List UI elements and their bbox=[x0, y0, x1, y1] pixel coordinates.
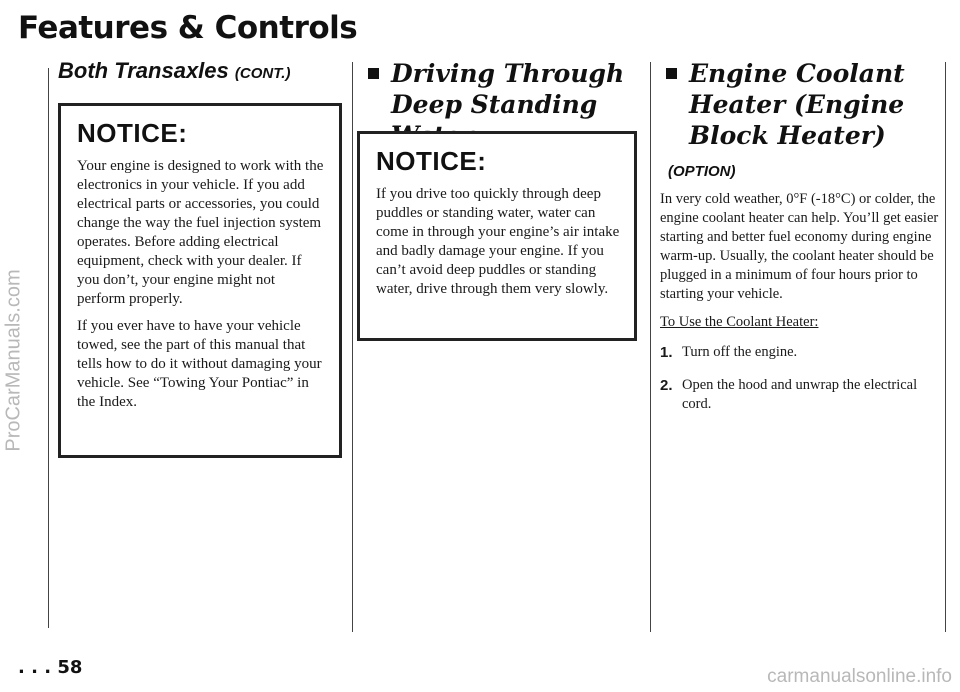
notice-box-deep-water bbox=[357, 131, 637, 341]
notice-heading: NOTICE: bbox=[77, 118, 188, 148]
steps-lead: To Use the Coolant Heater: bbox=[660, 314, 819, 330]
column-divider bbox=[650, 62, 651, 632]
column-divider bbox=[352, 62, 353, 632]
step-number: 1. bbox=[660, 344, 673, 361]
notice-heading: NOTICE: bbox=[376, 146, 487, 176]
step-text: Turn off the engine. bbox=[682, 344, 798, 360]
side-watermark-text: ProCarManuals.com bbox=[2, 268, 25, 452]
notice-box-electronics bbox=[58, 103, 342, 458]
section-title-text: Engine Coolant Heater (Engine Block Heater) bbox=[689, 59, 905, 150]
section-title-text: Driving Through Deep Standing bbox=[391, 59, 625, 119]
step-text: Open the hood and unwrap the electrical cord. bbox=[682, 377, 918, 412]
notice-paragraph: If you drive too quickly through deep puddles or standing water, water can come in through your engine’s air intake and badly damage your engine. If you can’t avoid deep puddles or standing water, drive through them very slowly. bbox=[376, 186, 620, 297]
square-bullet-icon bbox=[666, 68, 677, 79]
column-deep-water bbox=[362, 58, 642, 297]
intro-paragraph: In very cold weather, 0°F (-18°C) or colder, the engine coolant heater can help. You’ll get easier starting and better fuel economy during engine warm-up. Usually, the coolant heater should be plugged in a minimum of four hours prior to starting your vehicle. bbox=[660, 191, 939, 302]
footer-watermark: carmanualsonline.info bbox=[767, 666, 952, 687]
square-bullet-icon bbox=[368, 68, 379, 79]
steps-list bbox=[660, 343, 945, 414]
column-coolant-heater bbox=[660, 58, 945, 428]
section-title-coolant-heater bbox=[660, 58, 945, 151]
column-divider bbox=[48, 68, 49, 628]
step-number: 2. bbox=[660, 377, 673, 394]
page-number: . . . 58 bbox=[18, 657, 83, 678]
list-item bbox=[660, 376, 945, 414]
page-title: Features & Controls bbox=[18, 10, 358, 46]
column-divider bbox=[945, 62, 946, 632]
column-both-transaxles bbox=[58, 58, 348, 410]
side-watermark bbox=[0, 160, 28, 560]
section-subhead bbox=[58, 58, 348, 84]
subhead-text: Both Transaxles bbox=[58, 58, 229, 83]
list-item bbox=[660, 343, 945, 362]
option-label: (OPTION) bbox=[668, 163, 736, 180]
notice-paragraph: Your engine is designed to work with the electronics in your vehicle. If you add electrical parts or accessories, you could change the way the fuel injection system operates. Before adding electrical equipment, check with your dealer. If you don’t, your engine might not perform properly. bbox=[77, 158, 324, 307]
notice-paragraph: If you ever have to have your vehicle towed, see the part of this manual that tells how to do it without damaging your vehicle. See “Towing Your Pontiac” in the Index. bbox=[77, 318, 322, 410]
subhead-suffix: (CONT.) bbox=[234, 65, 291, 82]
